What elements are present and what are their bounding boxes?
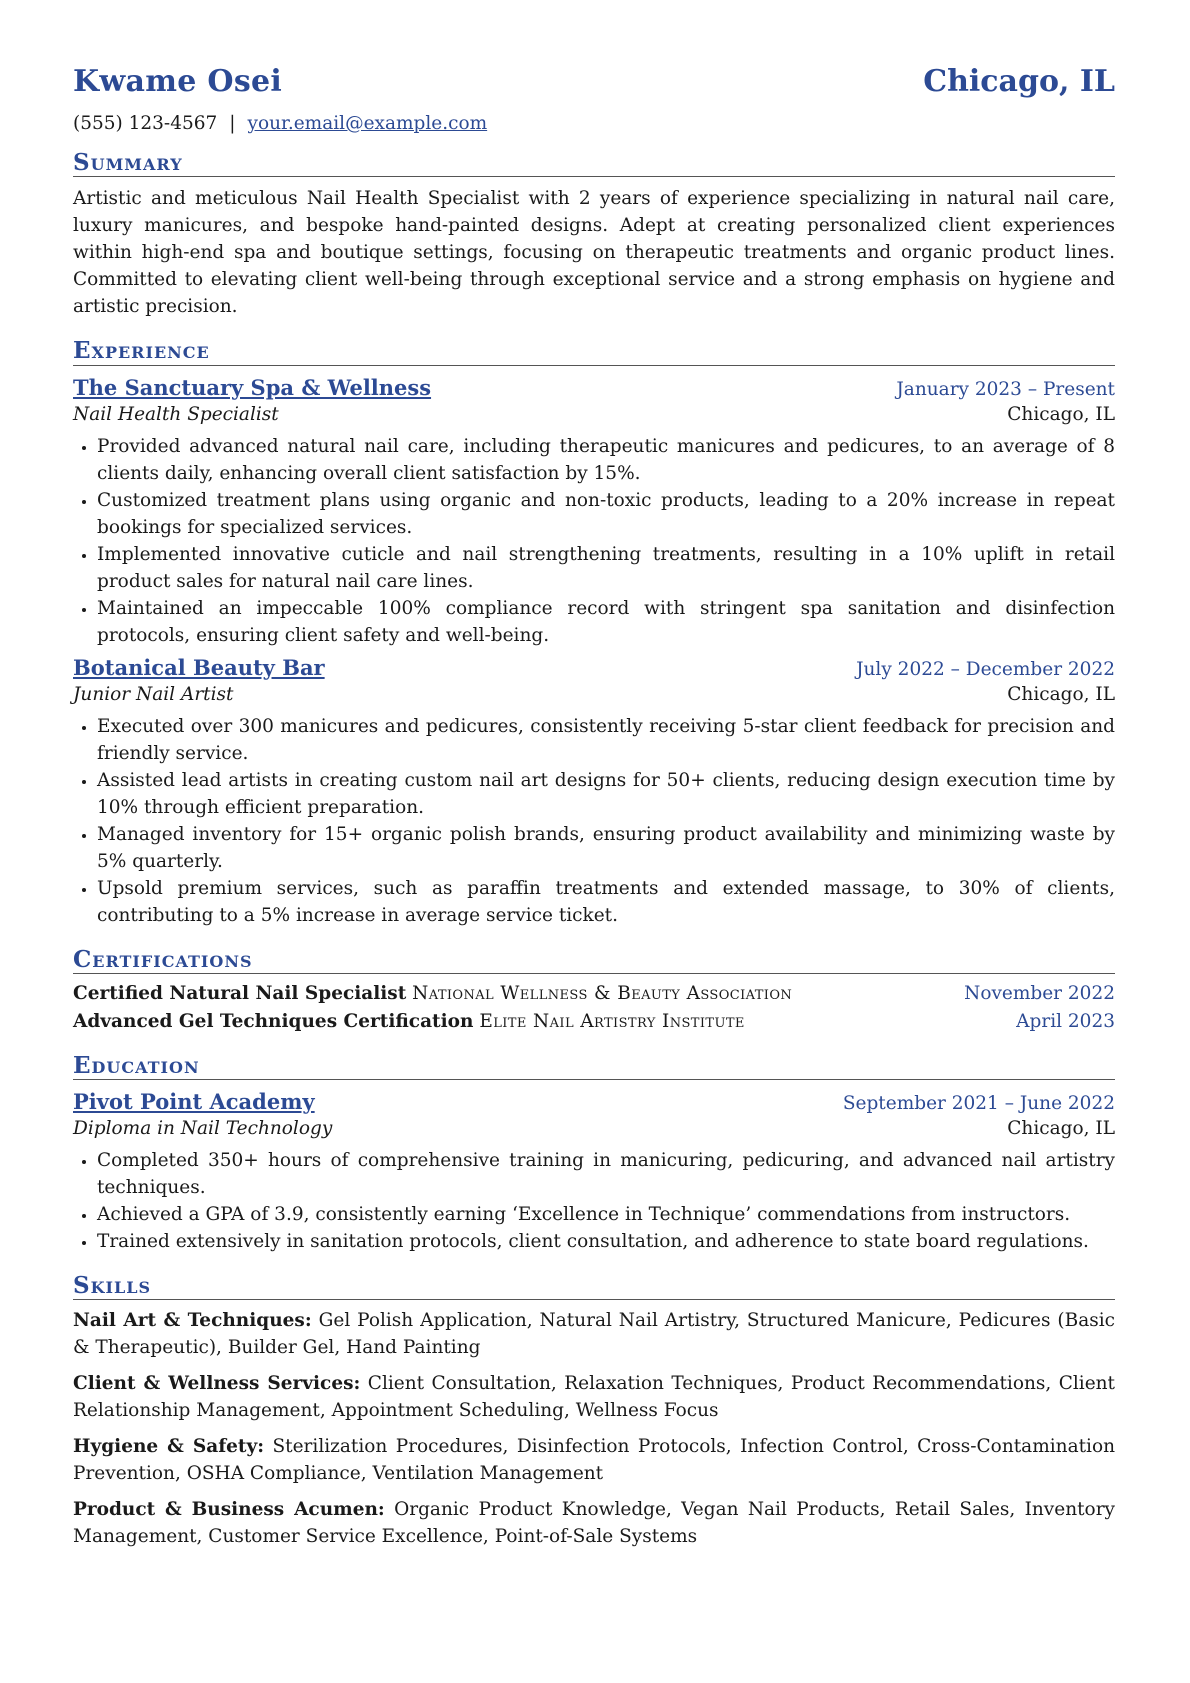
- experience-entry: [73, 655, 1115, 929]
- phone-number: (555) 123-4567: [73, 113, 218, 134]
- education-item: • Trained extensively in sanitation protocols, client consultation, and adherence to state board regulations.: [97, 1228, 1115, 1255]
- achievement-item: • Provided advanced natural nail care, including therapeutic manicures and pedicures, to an average of 8 clients daily, enhancing overall client satisfaction by 15%.: [97, 433, 1115, 487]
- certification-issuer: National Wellness & Beauty Association: [412, 982, 793, 1004]
- education-item: • Completed 350+ hours of comprehensive training in manicuring, pedicuring, and advanced nail artistry techniques.: [97, 1147, 1115, 1201]
- certification-name: Advanced Gel Techniques Certification: [73, 1010, 474, 1032]
- achievement-list: [73, 433, 1115, 649]
- section-title-skills: Skills: [73, 1273, 1115, 1300]
- certification-date: April 2023: [1016, 1010, 1115, 1032]
- employer-name[interactable]: Botanical Beauty Bar: [73, 654, 325, 680]
- certification-name: Certified Natural Nail Specialist: [73, 982, 407, 1004]
- skill-group: [73, 1307, 1115, 1361]
- resume-header: [73, 64, 1115, 99]
- skill-group: [73, 1433, 1115, 1487]
- job-title: Junior Nail Artist: [73, 683, 234, 705]
- skill-group-label: Hygiene & Safety:: [73, 1436, 265, 1458]
- achievement-list: [73, 713, 1115, 929]
- section-title-summary: Summary: [73, 150, 1115, 177]
- skill-group: [73, 1496, 1115, 1550]
- education-dates: September 2021 – June 2022: [842, 1093, 1115, 1115]
- section-title-education: Education: [73, 1053, 1115, 1080]
- skill-group-items: Sterilization Procedures, Disinfection Protocols, Infection Control, Cross-Contamination Prevention, OSHA Compliance, Ventilation Management: [73, 1436, 1116, 1485]
- skill-group-label: Nail Art & Techniques:: [73, 1310, 312, 1332]
- achievement-item: • Upsold premium services, such as paraffin treatments and extended massage, to 30% of clients, contributing to a 5% increase in average service ticket.: [97, 875, 1115, 929]
- skill-group-items: Gel Polish Application, Natural Nail Artistry, Structured Manicure, Pedicures (Basic & Therapeutic), Builder Gel, Hand Painting: [73, 1310, 1115, 1359]
- achievement-item: • Customized treatment plans using organic and non-toxic products, leading to a 20% increase in repeat bookings for specialized services.: [97, 487, 1115, 541]
- skill-group-label: Product & Business Acumen:: [73, 1499, 385, 1521]
- section-title-certifications: Certifications: [73, 947, 1115, 974]
- employment-dates: January 2023 – Present: [896, 378, 1115, 400]
- section-title-experience: Experience: [73, 338, 1115, 365]
- education-highlights: [73, 1147, 1115, 1255]
- certification-date: November 2022: [964, 982, 1115, 1004]
- school-location: Chicago, IL: [1007, 1118, 1115, 1140]
- job-location: Chicago, IL: [1007, 683, 1115, 705]
- skill-group-items: Client Consultation, Relaxation Techniques, Product Recommendations, Client Relationship Management, Appointment Scheduling, Wellness Focus: [73, 1373, 1115, 1422]
- skill-group-label: Client & Wellness Services:: [73, 1373, 361, 1395]
- certification-row: [73, 981, 1115, 1007]
- experience-entry: [73, 375, 1115, 649]
- skill-group-items: Organic Product Knowledge, Vegan Nail Products, Retail Sales, Inventory Management, Customer Service Excellence, Point-of-Sale Systems: [73, 1499, 1115, 1548]
- summary-text: Artistic and meticulous Nail Health Specialist with 2 years of experience specializing in natural nail care, luxury manicures, and bespoke hand-painted designs. Adept at creating personalized client experiences within high-end spa and boutique settings, focusing on therapeutic treatments and organic product lines. Committed to elevating client well-being through exceptional service and a strong emphasis on hygiene and artistic precision.: [73, 188, 1115, 318]
- achievement-item: • Managed inventory for 15+ organic polish brands, ensuring product availability and minimizing waste by 5% quarterly.: [97, 821, 1115, 875]
- education-entry: [73, 1089, 1115, 1255]
- job-location: Chicago, IL: [1007, 403, 1115, 425]
- education-item: • Achieved a GPA of 3.9, consistently earning ‘Excellence in Technique’ commendations from instructors.: [97, 1201, 1115, 1228]
- achievement-item: • Implemented innovative cuticle and nail strengthening treatments, resulting in a 10% uplift in retail product sales for natural nail care lines.: [97, 541, 1115, 595]
- candidate-location: Chicago, IL: [923, 64, 1115, 99]
- school-name[interactable]: Pivot Point Academy: [73, 1089, 315, 1115]
- degree-title: Diploma in Nail Technology: [73, 1118, 333, 1140]
- email-link[interactable]: your.email@example.com: [247, 113, 488, 134]
- achievement-item: • Assisted lead artists in creating custom nail art designs for 50+ clients, reducing design execution time by 10% through efficient preparation.: [97, 767, 1115, 821]
- achievement-item: • Executed over 300 manicures and pedicures, consistently receiving 5-star client feedback for precision and friendly service.: [97, 713, 1115, 767]
- skill-group: [73, 1370, 1115, 1424]
- certification-row: [73, 1009, 1115, 1035]
- achievement-item: • Maintained an impeccable 100% compliance record with stringent spa sanitation and disinfection protocols, ensuring client safety and well-being.: [97, 595, 1115, 649]
- contact-separator: |: [229, 113, 236, 134]
- employer-name[interactable]: The Sanctuary Spa & Wellness: [73, 374, 432, 400]
- job-title: Nail Health Specialist: [73, 403, 279, 425]
- employment-dates: July 2022 – December 2022: [856, 658, 1115, 680]
- certification-issuer: Elite Nail Artistry Institute: [479, 1010, 745, 1032]
- contact-line: [73, 113, 1115, 134]
- candidate-name: Kwame Osei: [73, 64, 283, 99]
